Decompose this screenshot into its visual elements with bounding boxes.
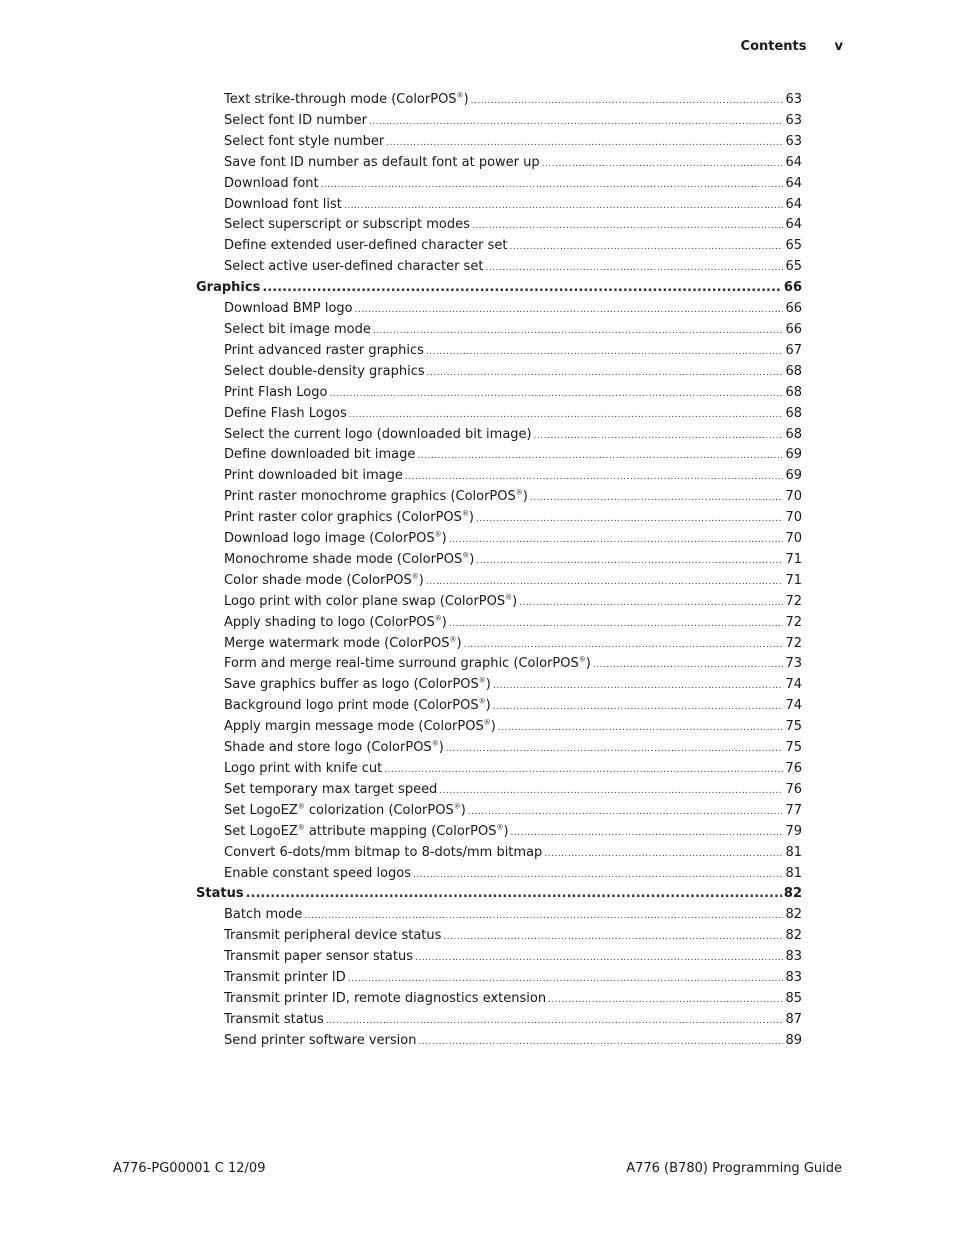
dot-leader	[262, 280, 782, 295]
toc-entry[interactable]	[196, 92, 802, 113]
toc-page-number: 64	[785, 196, 802, 212]
toc-entry-title: Print Flash Logo	[224, 384, 328, 400]
toc-entry[interactable]	[196, 991, 802, 1012]
toc-page-number: 81	[785, 844, 802, 860]
toc-entry[interactable]	[196, 803, 802, 824]
toc-entry[interactable]	[196, 343, 802, 364]
toc-entry-title: Transmit printer ID, remote diagnostics extension	[224, 990, 547, 1006]
toc-page-number: 75	[785, 719, 802, 735]
footer-doc-id: A776-PG00001 C 12/09	[113, 1161, 266, 1176]
toc-entry[interactable]	[196, 113, 802, 134]
toc-entry[interactable]	[196, 217, 802, 238]
toc-entry-title: Download font	[224, 175, 319, 191]
toc-entry-title: Send printer software version	[224, 1032, 417, 1048]
toc-entry-title: Merge watermark mode (ColorPOS®)	[224, 635, 462, 651]
toc-page-number: 68	[785, 384, 802, 400]
dot-leader	[373, 326, 784, 336]
toc-page-number: 72	[785, 614, 802, 630]
toc-entry-title: Batch mode	[224, 907, 303, 923]
dot-leader	[246, 886, 782, 901]
dot-leader	[542, 159, 784, 169]
dot-leader	[476, 556, 783, 566]
toc-entry-title: Apply margin message mode (ColorPOS®)	[224, 718, 496, 735]
toc-page-number: 70	[785, 531, 802, 547]
dot-leader	[472, 221, 784, 231]
dot-leader	[355, 305, 784, 315]
toc-page-number: 71	[785, 572, 802, 588]
toc-entry-title: Enable constant speed logos	[224, 865, 412, 881]
dot-leader	[544, 849, 783, 859]
toc-page-number: 67	[785, 342, 802, 358]
dot-leader	[386, 138, 783, 148]
toc-entry-title: Graphics	[196, 280, 261, 296]
toc-entry[interactable]	[196, 489, 802, 510]
toc-entry-title: Select the current logo (downloaded bit image)	[224, 426, 532, 442]
dot-leader	[471, 96, 784, 106]
toc-entry-title: Save font ID number as default font at power up	[224, 154, 540, 170]
dot-leader	[443, 932, 783, 942]
toc-entry-title: Select font ID number	[224, 112, 367, 128]
registered-mark: ®	[462, 551, 470, 560]
header-section-title: Contents	[740, 39, 807, 54]
registered-mark: ®	[411, 572, 419, 581]
toc-entry[interactable]	[196, 824, 802, 845]
toc-page-number: 65	[785, 259, 802, 275]
toc-entry[interactable]	[196, 970, 802, 991]
toc-page-number: 64	[785, 175, 802, 191]
toc-entry-title: Transmit printer ID	[224, 970, 346, 986]
dot-leader	[548, 995, 783, 1005]
toc-entry[interactable]	[196, 677, 802, 698]
toc-page-number: 74	[785, 698, 802, 714]
toc-entry[interactable]	[196, 552, 802, 573]
toc-entry[interactable]	[196, 615, 802, 636]
toc-entry-title: Monochrome shade mode (ColorPOS®)	[224, 551, 475, 567]
toc-entry-title: Select bit image mode	[224, 321, 371, 337]
toc-entry-title: Download BMP logo	[224, 301, 353, 317]
toc-page-number: 64	[785, 154, 802, 170]
toc-page-number: 63	[785, 133, 802, 149]
toc-entry[interactable]	[196, 322, 802, 343]
toc-entry[interactable]	[196, 406, 802, 427]
toc-page-number: 81	[785, 865, 802, 881]
registered-mark: ®	[461, 509, 469, 518]
toc-entry-title: Print raster color graphics (ColorPOS®)	[224, 509, 474, 526]
toc-entry[interactable]	[196, 155, 802, 176]
dot-leader	[519, 598, 783, 608]
toc-entry-title: Print downloaded bit image	[224, 468, 403, 484]
toc-entry-title: Save graphics buffer as logo (ColorPOS®)	[224, 677, 491, 693]
toc-entry-title: Print advanced raster graphics	[224, 342, 424, 358]
toc-page-number: 69	[785, 468, 802, 484]
toc-page-number: 83	[785, 970, 802, 986]
toc-entry[interactable]	[196, 447, 802, 468]
toc-page-number: 87	[785, 1011, 802, 1027]
registered-mark: ®	[478, 677, 486, 686]
toc-entry[interactable]	[196, 468, 802, 489]
toc-entry-title: Text strike-through mode (ColorPOS®)	[224, 91, 469, 107]
toc-entry-title: Define extended user-defined character set	[224, 238, 508, 254]
toc-entry-title: Select font style number	[224, 133, 385, 149]
dot-leader	[449, 535, 784, 545]
toc-entry[interactable]	[196, 698, 802, 719]
toc-entry-title: Color shade mode (ColorPOS®)	[224, 572, 424, 588]
dot-leader	[464, 640, 784, 650]
dot-leader	[493, 702, 784, 712]
registered-mark: ®	[496, 823, 504, 832]
toc-page-number: 70	[785, 489, 802, 505]
dot-leader	[446, 744, 784, 754]
registered-mark: ®	[434, 530, 442, 539]
toc-entry-title: Status	[196, 886, 244, 902]
toc-page-number: 72	[785, 635, 802, 651]
toc-entry-title: Select active user-defined character set	[224, 259, 484, 275]
toc-entry-title: Apply shading to logo (ColorPOS®)	[224, 614, 447, 630]
dot-leader	[321, 180, 784, 190]
toc-entry[interactable]	[196, 949, 802, 970]
toc-page-number: 89	[785, 1032, 802, 1048]
dot-leader	[405, 472, 784, 482]
dot-leader	[304, 911, 783, 921]
dot-leader	[326, 1016, 784, 1026]
toc-entry[interactable]	[196, 594, 802, 615]
toc-entry-title: Transmit status	[224, 1011, 324, 1027]
toc-entry-title: Print raster monochrome graphics (ColorPOS®)	[224, 488, 528, 505]
toc-entry-title: Set LogoEZ® colorization (ColorPOS®)	[224, 802, 466, 818]
dot-leader	[369, 117, 784, 127]
dot-leader	[349, 410, 784, 420]
toc-entry[interactable]	[196, 761, 802, 782]
toc-page-number: 79	[785, 823, 802, 839]
toc-page-number: 66	[785, 321, 802, 337]
toc-page-number: 66	[785, 301, 802, 317]
toc-page-number: 76	[785, 761, 802, 776]
dot-leader	[427, 368, 784, 378]
registered-mark: ®	[297, 802, 305, 811]
registered-mark: ®	[456, 91, 464, 100]
toc-entry[interactable]	[196, 427, 802, 448]
dot-leader	[498, 723, 784, 733]
toc-page-number: 75	[785, 740, 802, 756]
dot-leader	[485, 263, 783, 273]
toc-entry-title: Transmit paper sensor status	[224, 949, 413, 965]
dot-leader	[415, 953, 783, 963]
dot-leader	[329, 389, 783, 399]
registered-mark: ®	[449, 635, 457, 644]
registered-mark: ®	[578, 656, 586, 665]
registered-mark: ®	[505, 593, 513, 602]
registered-mark: ®	[515, 488, 523, 497]
toc-entry-title: Transmit peripheral device status	[224, 928, 442, 944]
toc-entry-title: Shade and store logo (ColorPOS®)	[224, 739, 444, 756]
dot-leader	[493, 681, 784, 691]
toc-entry-title: Convert 6-dots/mm bitmap to 8-dots/mm bitmap	[224, 844, 543, 860]
toc-page-number: 63	[785, 112, 802, 128]
dot-leader	[449, 619, 784, 629]
dot-leader	[510, 242, 784, 252]
toc-page-number: 82	[785, 907, 802, 923]
toc-entry[interactable]	[196, 238, 802, 259]
toc-entry-title: Select superscript or subscript modes	[224, 217, 470, 233]
toc-page-number: 82	[783, 886, 802, 902]
toc-entry[interactable]	[196, 176, 802, 197]
dot-leader	[530, 493, 784, 503]
registered-mark: ®	[297, 823, 305, 832]
toc-entry[interactable]	[196, 845, 802, 866]
toc-entry[interactable]	[196, 573, 802, 594]
registered-mark: ®	[483, 718, 491, 727]
toc-page-number: 71	[785, 551, 802, 567]
toc-entry[interactable]	[196, 740, 802, 761]
toc-section-entry[interactable]	[196, 886, 802, 907]
dot-leader	[468, 807, 784, 817]
toc-entry[interactable]	[196, 719, 802, 740]
dot-leader	[426, 347, 784, 357]
toc-entry-title: Set LogoEZ® attribute mapping (ColorPOS®)	[224, 823, 509, 839]
toc-page-number: 68	[785, 426, 802, 442]
toc-entry[interactable]	[196, 197, 802, 218]
toc-entry-title: Download font list	[224, 196, 342, 212]
toc-page-number: 68	[785, 405, 802, 421]
dot-leader	[344, 201, 784, 211]
header-page-number: v	[834, 39, 843, 54]
toc-page-number: 68	[785, 363, 802, 379]
toc-entry-title: Download logo image (ColorPOS®)	[224, 530, 447, 547]
registered-mark: ®	[431, 739, 439, 748]
toc-entry[interactable]	[196, 636, 802, 657]
toc-entry[interactable]	[196, 907, 802, 928]
toc-entry[interactable]	[196, 782, 802, 803]
dot-leader	[476, 514, 783, 524]
dot-leader	[534, 431, 784, 441]
dot-leader	[511, 828, 784, 838]
toc-entry[interactable]	[196, 134, 802, 155]
dot-leader	[593, 660, 784, 670]
toc-entry[interactable]	[196, 656, 802, 677]
toc-entry[interactable]	[196, 1033, 802, 1054]
toc-entry[interactable]	[196, 510, 802, 531]
registered-mark: ®	[434, 614, 442, 623]
toc-entry[interactable]	[196, 928, 802, 949]
toc-section-entry[interactable]	[196, 280, 802, 301]
toc-entry-title: Logo print with color plane swap (ColorPOS®)	[224, 593, 518, 609]
toc-entry[interactable]	[196, 531, 802, 552]
dot-leader	[439, 786, 783, 796]
toc-page-number: 73	[785, 656, 802, 672]
dot-leader	[348, 974, 784, 984]
toc-page-number: 72	[785, 593, 802, 609]
toc-entry[interactable]	[196, 1012, 802, 1033]
table-of-contents	[196, 92, 802, 1054]
toc-page-number: 85	[785, 990, 802, 1006]
toc-page-number: 74	[785, 677, 802, 693]
registered-mark: ®	[478, 697, 486, 706]
toc-entry-title: Set temporary max target speed	[224, 781, 438, 797]
toc-page-number: 65	[785, 238, 802, 254]
dot-leader	[413, 870, 783, 880]
toc-page-number: 70	[785, 510, 802, 526]
toc-page-number: 64	[785, 217, 802, 233]
dot-leader	[417, 451, 783, 461]
dot-leader	[384, 765, 783, 775]
toc-entry[interactable]	[196, 364, 802, 385]
footer-guide-title: A776 (B780) Programming Guide	[626, 1161, 842, 1176]
toc-entry-title: Select double-density graphics	[224, 363, 425, 379]
registered-mark: ®	[453, 802, 461, 811]
toc-entry-title: Logo print with knife cut	[224, 761, 383, 776]
toc-entry-title: Define Flash Logos	[224, 405, 347, 421]
toc-entry[interactable]	[196, 866, 802, 887]
toc-entry[interactable]	[196, 385, 802, 406]
toc-page-number: 69	[785, 447, 802, 463]
toc-page-number: 83	[785, 949, 802, 965]
toc-page-number: 66	[783, 280, 802, 296]
dot-leader	[426, 577, 784, 587]
toc-entry[interactable]	[196, 259, 802, 280]
toc-entry[interactable]	[196, 301, 802, 322]
toc-page-number: 76	[785, 781, 802, 797]
toc-entry-title: Background logo print mode (ColorPOS®)	[224, 697, 491, 714]
dot-leader	[418, 1037, 783, 1047]
running-header	[741, 39, 843, 54]
toc-page-number: 77	[785, 802, 802, 818]
toc-page-number: 82	[785, 928, 802, 944]
toc-entry-title: Form and merge real-time surround graphic (ColorPOS®)	[224, 656, 591, 672]
toc-entry-title: Define downloaded bit image	[224, 447, 416, 463]
toc-page-number: 63	[785, 92, 802, 107]
